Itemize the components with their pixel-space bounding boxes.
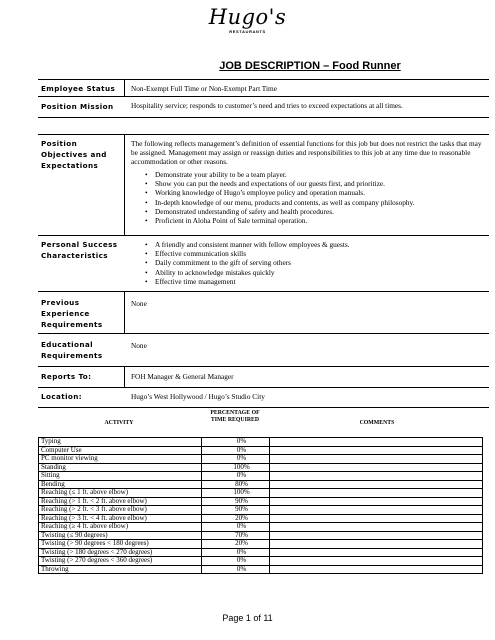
page-number: Page 1 of 11 [222, 613, 273, 623]
list-item: • Working knowledge of Hugo’s employee policy and operation manuals. [131, 188, 486, 197]
position-mission-value: Hospitality service; responds to customer’s need and tries to exceed expectations at all times. [131, 101, 403, 110]
percentage-cell: 80% [202, 480, 270, 489]
activity-cell: Reaching (> 2 ft. < 3 ft. above elbow) [39, 506, 202, 515]
employee-status-label: Employee Status [41, 84, 116, 93]
list-item: • Effective time management [131, 277, 486, 286]
location-label: Location: [41, 392, 83, 401]
reports-to-value: FOH Manager & General Manager [131, 372, 234, 381]
table-row [39, 497, 483, 506]
company-logo [0, 6, 495, 34]
activity-cell: Twisting (> 180 degrees < 270 degrees) [39, 548, 202, 557]
divider [38, 387, 489, 388]
list-item: • Show you can put the needs and expectations of our guests first, and prioritize. [131, 179, 486, 188]
divider [124, 366, 125, 387]
divider [38, 96, 489, 97]
divider [38, 291, 489, 292]
divider [38, 79, 489, 80]
activity-cell: Twisting (> 270 degrees < 360 degrees) [39, 557, 202, 566]
divider [38, 117, 489, 118]
percentage-cell: 100% [202, 463, 270, 472]
percentage-cell: 100% [202, 489, 270, 498]
previous-experience-label: Previous Experience Requirements [41, 298, 103, 329]
divider [38, 134, 489, 135]
location-value: Hugo’s West Hollywood / Hugo’s Studio City [131, 392, 265, 401]
personal-success-body [131, 240, 486, 286]
activity-cell: Standing [39, 463, 202, 472]
table-row [39, 480, 483, 489]
table-row [39, 455, 483, 464]
divider [38, 366, 489, 367]
table-row [39, 446, 483, 455]
percentage-cell: 90% [202, 506, 270, 515]
percentage-cell: 20% [202, 514, 270, 523]
table-row [39, 540, 483, 549]
position-objectives-label: Position Objectives and Expectations [41, 139, 107, 170]
activity-table [38, 437, 483, 574]
comment-cell [270, 497, 483, 506]
activity-cell: Reaching (> 1 ft. < 2 ft. above elbow) [39, 497, 202, 506]
educational-requirements-value: None [131, 341, 147, 350]
comment-cell [270, 489, 483, 498]
activity-cell: Twisting (> 90 degrees < 180 degrees) [39, 540, 202, 549]
personal-success-list [131, 240, 486, 286]
list-item: • Demonstrated understanding of safety and health procedures. [131, 207, 486, 216]
table-row [39, 548, 483, 557]
activity-cell: Typing [39, 438, 202, 447]
employee-status-value: Non-Exempt Full Time or Non-Exempt Part Time [131, 84, 277, 93]
table-row [39, 438, 483, 447]
table-row [39, 523, 483, 532]
activity-cell: Reaching (≤ 1 ft. above elbow) [39, 489, 202, 498]
activity-cell: Bending [39, 480, 202, 489]
table-row [39, 472, 483, 481]
educational-requirements-label: Educational Requirements [41, 340, 103, 360]
table-row [39, 514, 483, 523]
list-item: • In-depth knowledge of our menu, products and contents, as well as company philosophy. [131, 198, 486, 207]
activity-cell: PC monitor viewing [39, 455, 202, 464]
list-item: • Proficient in Aloha Point of Sale terminal operation. [131, 216, 486, 225]
table-row [39, 506, 483, 515]
previous-experience-value: None [131, 299, 147, 308]
logo-wordmark: Hugo's [208, 5, 287, 29]
percentage-cell: 0% [202, 455, 270, 464]
comment-cell [270, 523, 483, 532]
table-row [39, 463, 483, 472]
page-title: JOB DESCRIPTION – Food Runner [219, 60, 401, 72]
comment-cell [270, 455, 483, 464]
objectives-list [131, 170, 486, 225]
divider [38, 333, 489, 334]
percentage-cell: 20% [202, 540, 270, 549]
percentage-cell: 0% [202, 548, 270, 557]
percentage-cell: 0% [202, 446, 270, 455]
position-mission-label: Position Mission [41, 102, 114, 111]
divider [124, 291, 125, 333]
divider [124, 79, 125, 96]
divider [38, 407, 489, 408]
comment-cell [270, 463, 483, 472]
personal-success-label: Personal Success Characteristics [41, 240, 118, 260]
comment-cell [270, 506, 483, 515]
comment-cell [270, 557, 483, 566]
reports-to-label: Reports To: [41, 372, 92, 381]
comment-cell [270, 514, 483, 523]
comment-cell [270, 438, 483, 447]
comment-cell [270, 472, 483, 481]
percentage-cell: 70% [202, 531, 270, 540]
divider [38, 235, 489, 236]
percentage-cell: 90% [202, 497, 270, 506]
divider [124, 134, 125, 235]
activity-cell: Computer Use [39, 446, 202, 455]
comments-header: COMMENTS [359, 420, 395, 426]
percentage-cell: 0% [202, 565, 270, 574]
table-row [39, 489, 483, 498]
activity-cell: Throwing [39, 565, 202, 574]
comment-cell [270, 565, 483, 574]
list-item: • A friendly and consistent manner with fellow employees & guests. [131, 240, 486, 249]
table-row [39, 557, 483, 566]
comment-cell [270, 446, 483, 455]
list-item: • Demonstrate your ability to be a team player. [131, 170, 486, 179]
percentage-cell: 0% [202, 523, 270, 532]
percentage-cell: 0% [202, 472, 270, 481]
comment-cell [270, 531, 483, 540]
comment-cell [270, 540, 483, 549]
position-objectives-body [131, 139, 486, 225]
percentage-cell: 0% [202, 438, 270, 447]
percentage-cell: 0% [202, 557, 270, 566]
logo-subtitle: RESTAURANTS [229, 29, 266, 34]
activity-cell: Reaching (≥ 4 ft. above elbow) [39, 523, 202, 532]
list-item: • Ability to acknowledge mistakes quickly [131, 268, 486, 277]
activity-cell: Reaching (> 3 ft. < 4 ft. above elbow) [39, 514, 202, 523]
comment-cell [270, 480, 483, 489]
activity-cell: Twisting (≤ 90 degrees) [39, 531, 202, 540]
comment-cell [270, 548, 483, 557]
table-row [39, 531, 483, 540]
activity-cell: Sitting [39, 472, 202, 481]
list-item: • Effective communication skills [131, 249, 486, 258]
percentage-header: PERCENTAGE OF TIME REQUIRED [210, 410, 260, 423]
table-row [39, 565, 483, 574]
objectives-intro: The following reflects management’s definition of essential functions for this job but does not restrict the tasks that may be assigned. Management may assign or reassign duties and responsibilities to this job at any time due to reasonable accommodation or other reasons. [131, 139, 482, 166]
list-item: • Daily commitment to the gift of serving others [131, 258, 486, 267]
activity-header: ACTIVITY [104, 420, 134, 426]
